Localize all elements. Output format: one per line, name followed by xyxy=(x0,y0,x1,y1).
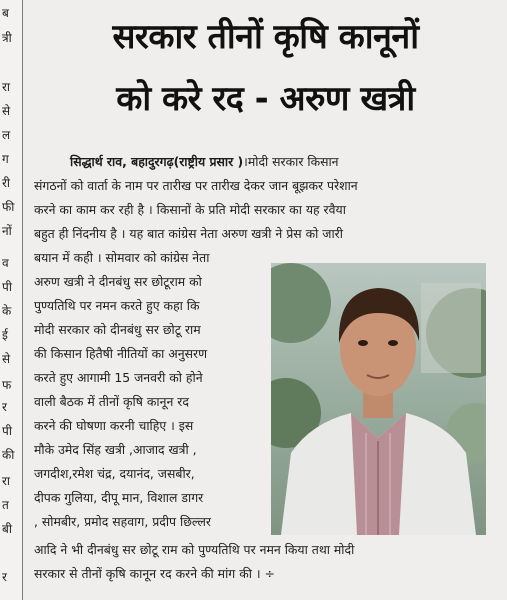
article-line: करने की घोषणा करनी चाहिए । इस xyxy=(34,418,194,433)
article-first-line xyxy=(70,154,339,170)
adjacent-column-fragment: त्री xyxy=(2,31,12,45)
article-line: करने का काम कर रही है । किसानों के प्रति मोदी सरकार का यह रवैया xyxy=(34,202,346,217)
article-line: मौके उमेद सिंह खत्री ,आजाद खत्री , xyxy=(34,442,197,457)
adjacent-column-fragment: त xyxy=(2,498,9,512)
eye xyxy=(388,340,398,346)
article-line: संगठनों को वार्ता के नाम पर तारीख पर तारीख देकर जान बूझकर परेशान xyxy=(34,178,358,193)
article-line: , सोमबीर, प्रमोद सहवाग, प्रदीप छिल्लर xyxy=(34,514,211,529)
adjacent-column-fragment: फ xyxy=(2,378,12,392)
adjacent-column-fragment: पी xyxy=(2,280,12,294)
article-line: सरकार से तीनों कृषि कानून रद करने की मांग की । ÷ xyxy=(34,566,275,581)
adjacent-column xyxy=(0,0,22,600)
adjacent-column-fragment: नों xyxy=(2,224,12,238)
article-line: की किसान हितैषी नीतियों का अनुसरण xyxy=(34,346,208,361)
article-line: करते हुए आगामी 15 जनवरी को होने xyxy=(34,370,203,385)
article-line: बहुत ही निंदनीय है । यह बात कांग्रेस नेता अरुण खत्री ने प्रेस को जारी xyxy=(34,226,343,241)
portrait-illustration xyxy=(271,263,486,535)
eye xyxy=(358,340,368,346)
adjacent-column-fragment: रा xyxy=(2,80,11,94)
adjacent-column-fragment: ग xyxy=(2,152,9,166)
headline-line-2: को करे रद - अरुण खत्री xyxy=(116,79,415,119)
column-divider xyxy=(22,0,23,600)
article-line: आदि ने भी दीनबंधु सर छोटू राम को पुण्यतिथि पर नमन किया तथा मोदी xyxy=(34,542,355,557)
adjacent-column-fragment: बी xyxy=(2,522,12,536)
article-line: अरुण खत्री ने दीनबंधु सर छोटूराम को xyxy=(34,274,202,289)
article-line: जगदीश,रमेश चंद्र, दयानंद, जसबीर, xyxy=(34,466,195,481)
background-building xyxy=(421,283,481,373)
article-line: मोदी सरकार को दीनबंधु सर छोटू राम xyxy=(34,322,201,337)
adjacent-column-fragment: से xyxy=(2,104,11,118)
adjacent-column-fragment: रा xyxy=(2,474,11,488)
adjacent-column-fragment: री xyxy=(2,176,11,190)
article-line: पुण्यतिथि पर नमन करते हुए कहा कि xyxy=(34,298,200,313)
adjacent-column-fragment: ई xyxy=(2,328,8,342)
article-line: बयान में कही । सोमवार को कांग्रेस नेता xyxy=(34,250,210,265)
portrait-photo xyxy=(271,263,486,535)
adjacent-column-fragment: की xyxy=(2,448,15,462)
article-text: ।मोदी सरकार किसान xyxy=(243,154,339,169)
adjacent-column-fragment: र xyxy=(2,570,7,584)
adjacent-column-fragment: ब xyxy=(2,6,9,20)
adjacent-column-fragment: से xyxy=(2,352,11,366)
background-foliage xyxy=(271,263,331,343)
adjacent-column-fragment: के xyxy=(2,304,12,318)
adjacent-column-fragment: व xyxy=(2,256,9,270)
headline-line-1: सरकार तीनों कृषि कानूनों xyxy=(112,17,419,57)
adjacent-column-fragment: पी xyxy=(2,424,12,438)
adjacent-column-fragment: ल xyxy=(2,128,11,142)
adjacent-column-fragment: फी xyxy=(2,200,15,214)
adjacent-column-fragment: र xyxy=(2,400,7,414)
article-line: दीपक गुलिया, दीपू मान, विशाल डागर xyxy=(34,490,204,505)
article-line: वाली बैठक में तीनों कृषि कानून रद xyxy=(34,394,189,409)
byline: सिद्धार्थ राव, बहादुरगढ़(राष्ट्रीय प्रसार ) xyxy=(70,154,244,169)
